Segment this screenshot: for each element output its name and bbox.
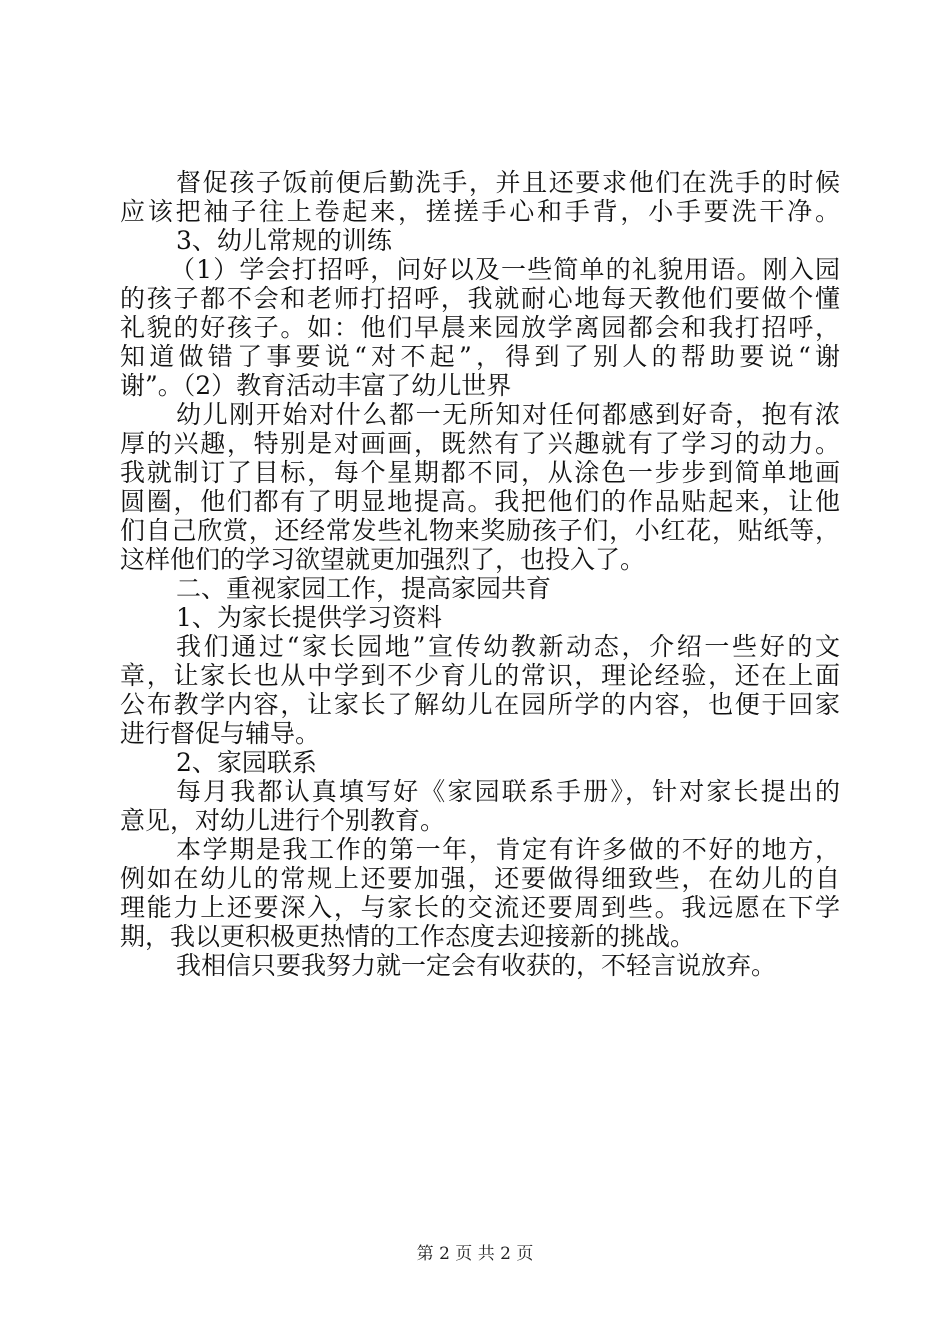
paragraph-line: 我们通过“家长园地”宣传幼教新动态，介绍一些好的文	[176, 632, 840, 661]
paragraph-line: 本学期是我工作的第一年，肯定有许多做的不好的地方，	[176, 835, 840, 864]
paragraph-line: 我就制订了目标，每个星期都不同，从涂色一步步到简单地画	[120, 458, 840, 487]
paragraph-line: （1）学会打招呼，问好以及一些简单的礼貌用语。刚入园	[170, 255, 840, 284]
paragraph-line: 们自己欣赏，还经常发些礼物来奖励孩子们，小红花，贴纸等，	[120, 516, 840, 545]
paragraph-line: 意见，对幼儿进行个别教育。	[120, 806, 446, 835]
paragraph-line: 例如在幼儿的常规上还要加强，还要做得细致些，在幼儿的自	[120, 864, 840, 893]
document-body	[120, 168, 840, 980]
section-heading: 二、重视家园工作，提高家园共育	[176, 574, 552, 603]
paragraph-line: 应该把袖子往上卷起来，搓搓手心和手背，小手要洗干净。	[120, 197, 840, 226]
paragraph-line: 的孩子都不会和老师打招呼，我就耐心地每天教他们要做个懂	[120, 284, 840, 313]
paragraph-line: 谢”。（2）教育活动丰富了幼儿世界	[120, 371, 512, 400]
paragraph-line: 知道做错了事要说“对不起”，得到了别人的帮助要说“谢	[120, 342, 840, 371]
paragraph-line: 进行督促与辅导。	[120, 719, 321, 748]
section-heading: 3、幼儿常规的训练	[176, 226, 392, 255]
paragraph-line: 公布教学内容，让家长了解幼儿在园所学的内容，也便于回家	[120, 690, 840, 719]
paragraph-line: 这样他们的学习欲望就更加强烈了，也投入了。	[120, 545, 646, 574]
paragraph-line: 我相信只要我努力就一定会有收获的，不轻言说放弃。	[176, 951, 777, 980]
paragraph-line: 幼儿刚开始对什么都一无所知对任何都感到好奇，抱有浓	[176, 400, 840, 429]
page-number-footer: 第 2 页 共 2 页	[416, 1244, 534, 1264]
paragraph-line: 督促孩子饭前便后勤洗手，并且还要求他们在洗手的时候	[176, 168, 840, 197]
paragraph-line: 圆圈，他们都有了明显地提高。我把他们的作品贴起来，让他	[120, 487, 840, 516]
paragraph-line: 厚的兴趣，特别是对画画，既然有了兴趣就有了学习的动力。	[120, 429, 840, 458]
paragraph-line: 礼貌的好孩子。如：他们早晨来园放学离园都会和我打招呼，	[120, 313, 840, 342]
paragraph-line: 期，我以更积极更热情的工作态度去迎接新的挑战。	[120, 922, 696, 951]
paragraph-line: 章，让家长也从中学到不少育儿的常识，理论经验，还在上面	[120, 661, 840, 690]
section-heading: 1、为家长提供学习资料	[176, 603, 442, 632]
section-heading: 2、家园联系	[176, 748, 317, 777]
paragraph-line: 理能力上还要深入，与家长的交流还要周到些。我远愿在下学	[120, 893, 840, 922]
paragraph-line: 每月我都认真填写好《家园联系手册》，针对家长提出的	[176, 777, 840, 806]
